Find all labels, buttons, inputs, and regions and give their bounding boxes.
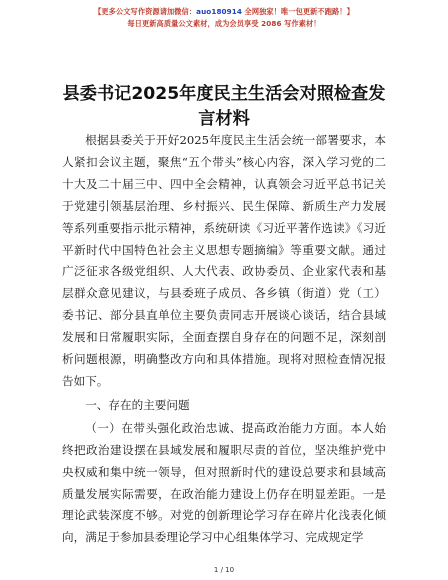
document-body [62,130,386,549]
promo-line-1 [0,6,448,18]
section-heading: 一、存在的主要问题 [85,397,190,412]
promo-line-2: 每日更新高质量公文素材，成为会员享受 2086 写作素材！ [127,19,321,28]
promo-banner [0,6,448,30]
document-title: 县委书记2025年度民主生活会对照检查发言材料 [62,84,386,129]
promo-wechat-id: auo180914 [196,7,242,16]
subsection-paragraph: （一）在带头强化政治忠诚、提高政治能力方面。本人始终把政治建设摆在县域发展和履职尽责的首位，坚决维护党中央权威和集中统一领导，但对照新时代的建设总要求和县域高质量发展实际需要，在政治能力建设上仍存在明显差距。一是理论武装深度不够。对党的创新理论学习存在碎片化浅表化倾向，满足于参加县委理论学习中心组集体学习、完成规定学 [62,420,386,545]
promo-line-1-suffix: 全网独家！唯一包更新不跑路！】 [241,7,354,16]
page-indicator: 1 / 10 [213,566,235,574]
intro-paragraph: 根据县委关于开好2025年度民主生活会统一部署要求，本人紧扣会议主题，聚焦“五个带头”核心内容，深入学习党的二十大及二十届三中、四中全会精神，认真领会习近平总书记关于党建引领基层治理、乡村振兴、民生保障、新质生产力发展等系列重要指示批示精神，系统研读《习近平著作选读》《习近平新时代中国特色社会主义思想专题摘编》等重要文献。通过广泛征求各级党组织、人大代表、政协委员、企业家代表和基层群众意见建议，与县委班子成员、各乡镇（街道）党（工）委书记、部分县直单位主要负责同志开展谈心谈话，结合县域发展和日常履职实际，全面查摆自身存在的问题不足，深刻剖析问题根源，明确整改方向和具体措施。现将对照检查情况报告如下。 [62,133,386,388]
promo-line-1-prefix: 【更多公文写作资源请加微信： [94,7,197,16]
